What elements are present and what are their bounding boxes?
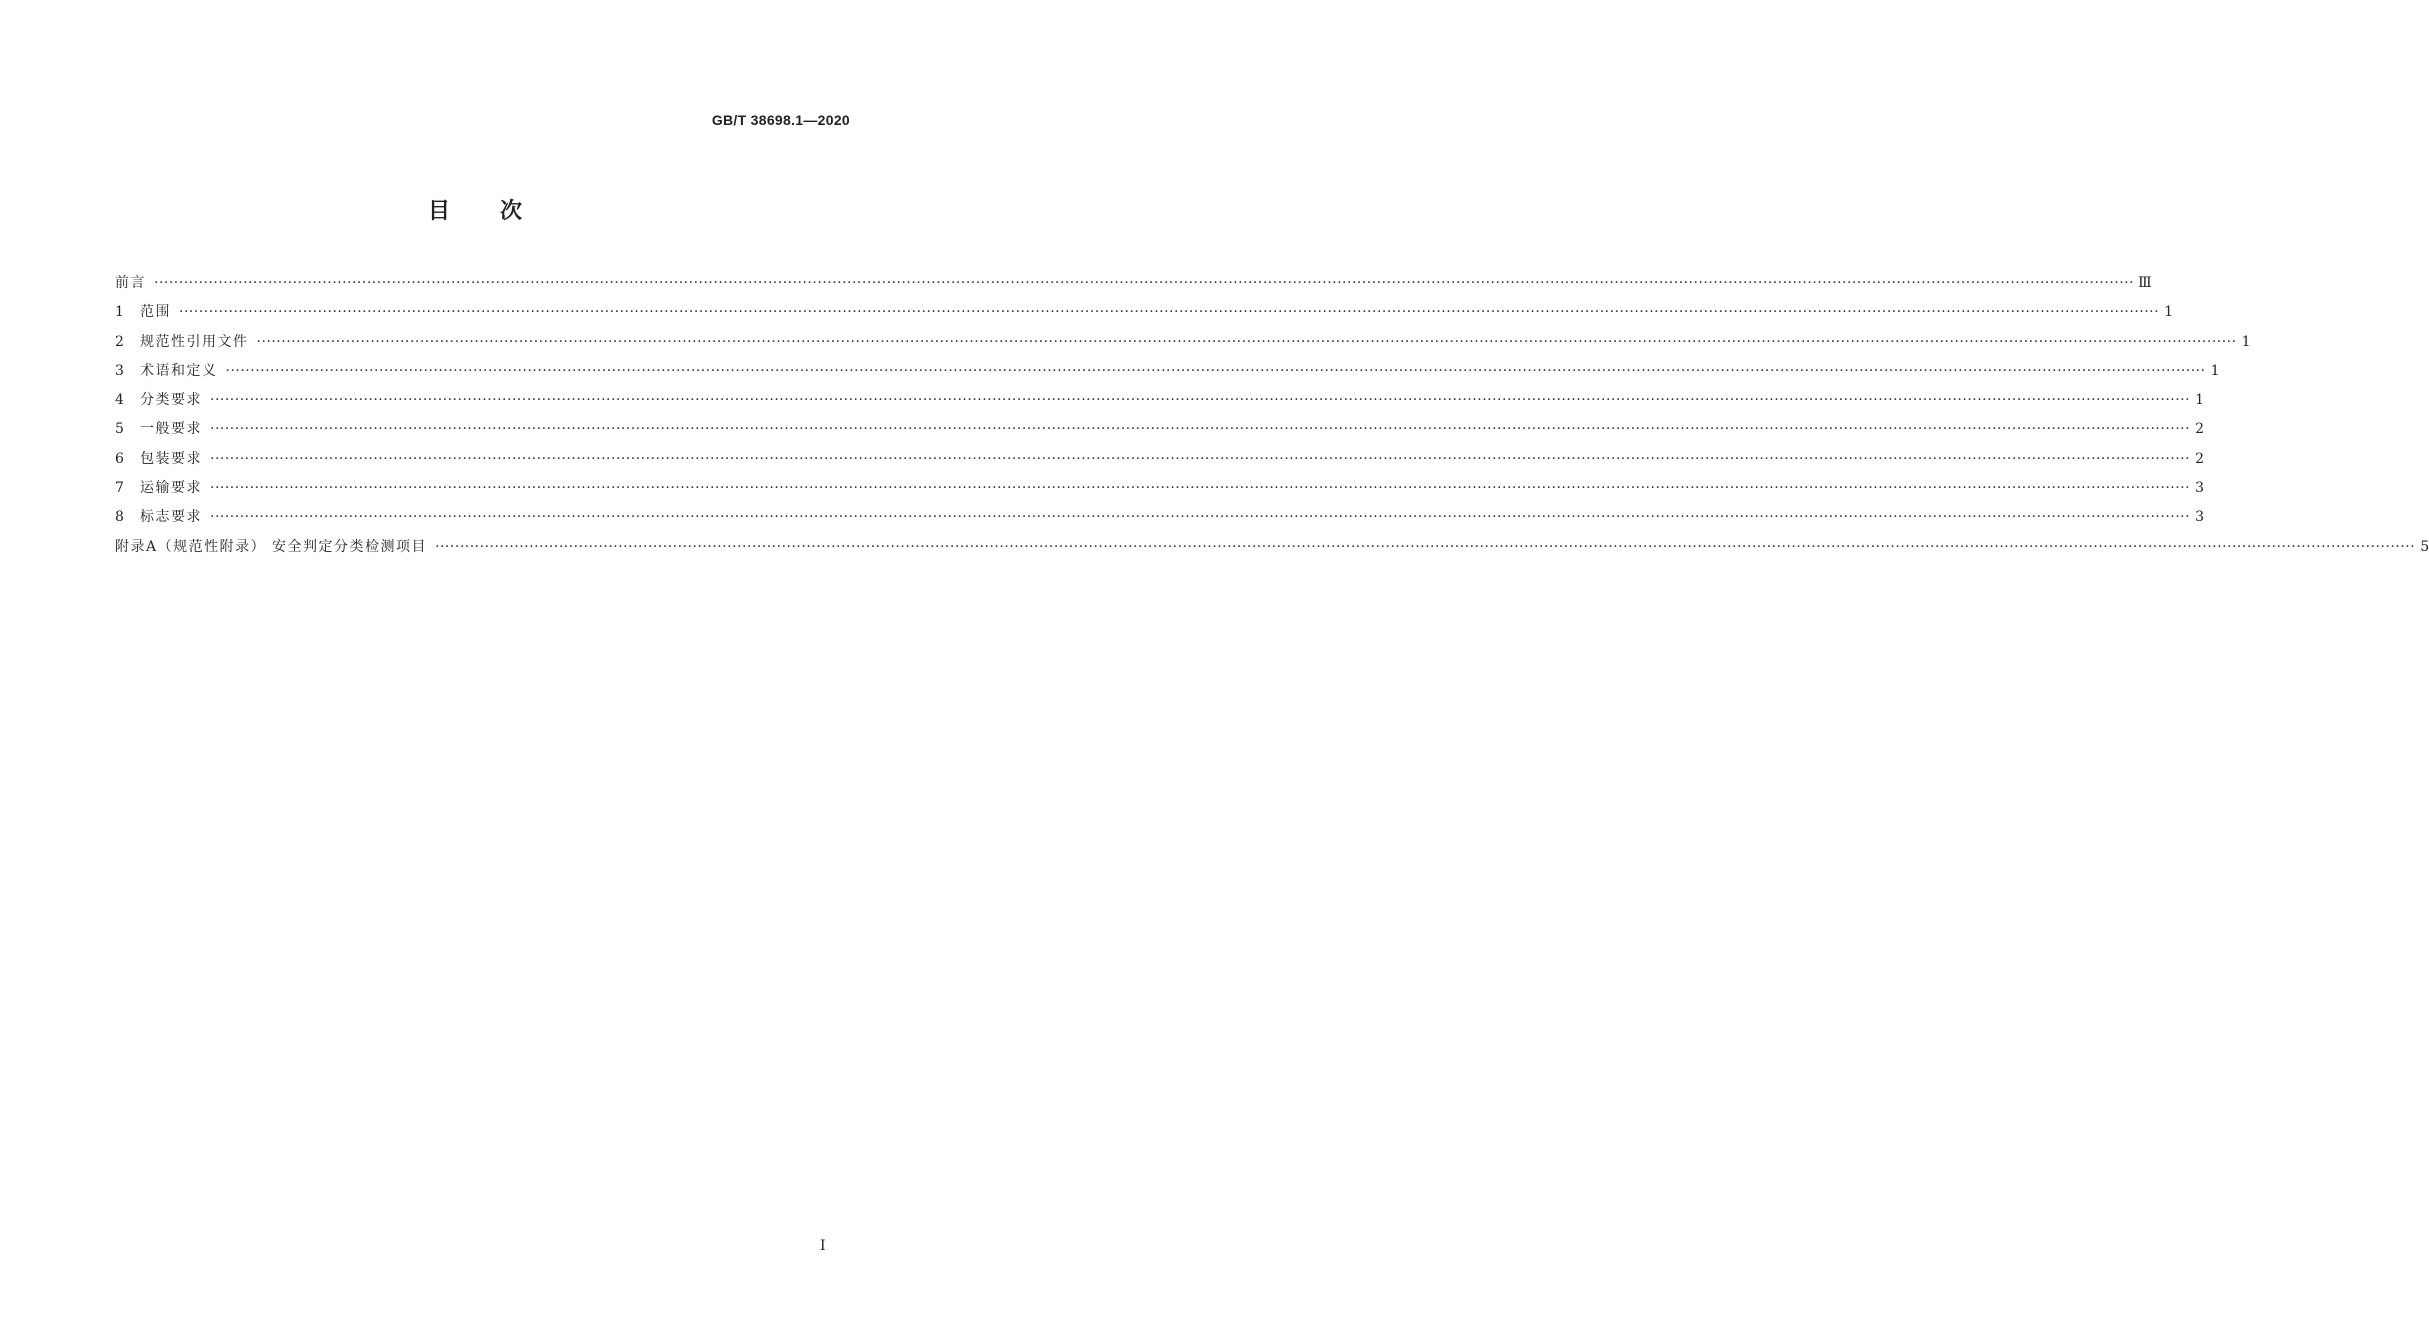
toc-entry-3[interactable] — [115, 360, 2220, 389]
toc-entry-6[interactable] — [115, 448, 2205, 477]
toc-entry-page: 1 — [2164, 304, 2174, 321]
toc-dot-leader: ················································································································································································································································································································································································································ — [225, 362, 2206, 379]
toc-entry-number: 2 — [115, 333, 126, 350]
toc-entry-annex-a[interactable] — [115, 536, 2429, 565]
toc-entry-label: 分类要求 — [140, 392, 202, 409]
standard-code: GB/T 38698.1—2020 — [711, 112, 850, 128]
toc-entry-number: 8 — [115, 509, 126, 526]
page-title: 目次 — [427, 199, 572, 224]
toc-entry-8[interactable] — [115, 506, 2205, 535]
toc-entry-label: 术语和定义 — [140, 362, 218, 379]
toc-entry-page: 3 — [2195, 509, 2205, 526]
toc-entry-page: Ⅲ — [2138, 275, 2152, 291]
toc-dot-leader: ················································································································································································································································································································································································································ — [435, 538, 2416, 555]
toc-entry-page: 1 — [2241, 333, 2251, 350]
toc-entry-label: 规范性引用文件 — [140, 333, 249, 350]
toc-entry-page: 2 — [2195, 450, 2205, 467]
toc-entry-number: 4 — [115, 392, 126, 409]
toc-entry-page: 5 — [2420, 538, 2429, 555]
toc-entry-number: 6 — [115, 450, 126, 467]
toc-dot-leader: ················································································································································································································································································································································································································ — [154, 275, 2135, 291]
toc-dot-leader: ················································································································································································································································································································································································································ — [210, 480, 2191, 497]
toc-entry-page: 2 — [2195, 421, 2205, 438]
toc-entry-number: 3 — [115, 362, 126, 379]
toc-entry-label: 标志要求 — [140, 509, 202, 526]
page-number: I — [820, 1238, 826, 1254]
toc-dot-leader: ················································································································································································································································································································································································································ — [210, 392, 2191, 409]
toc-entry-5[interactable] — [115, 418, 2205, 447]
toc-entry-page: 1 — [2195, 392, 2205, 409]
toc-entry-page: 1 — [2210, 362, 2220, 379]
toc-entry-7[interactable] — [115, 477, 2205, 506]
toc-entry-label: 运输要求 — [140, 480, 202, 497]
toc-entry-page: 3 — [2195, 480, 2205, 497]
toc-entry-label: 范围 — [140, 304, 171, 321]
toc-entry-label: 包装要求 — [140, 450, 202, 467]
toc-entry-label: 一般要求 — [140, 421, 202, 438]
toc-entry-1[interactable] — [115, 301, 2174, 330]
toc-entry-number: 5 — [115, 421, 126, 438]
table-of-contents — [115, 272, 2429, 565]
toc-entry-4[interactable] — [115, 389, 2205, 418]
toc-entry-label: 前言 — [115, 275, 146, 291]
toc-entry-number: 1 — [115, 304, 126, 321]
toc-dot-leader: ················································································································································································································································································································································································································ — [210, 509, 2191, 526]
toc-dot-leader: ················································································································································································································································································································································································································ — [179, 304, 2160, 321]
toc-dot-leader: ················································································································································································································································································································································································································ — [210, 421, 2191, 438]
toc-dot-leader: ················································································································································································································································································································································································································ — [210, 450, 2191, 467]
toc-entry-number: 7 — [115, 480, 126, 497]
toc-entry-label: 附录A（规范性附录） 安全判定分类检测项目 — [115, 538, 428, 555]
toc-entry-foreword[interactable] — [115, 272, 2152, 301]
toc-entry-2[interactable] — [115, 331, 2251, 360]
toc-dot-leader: ················································································································································································································································································································································································································ — [256, 333, 2237, 350]
